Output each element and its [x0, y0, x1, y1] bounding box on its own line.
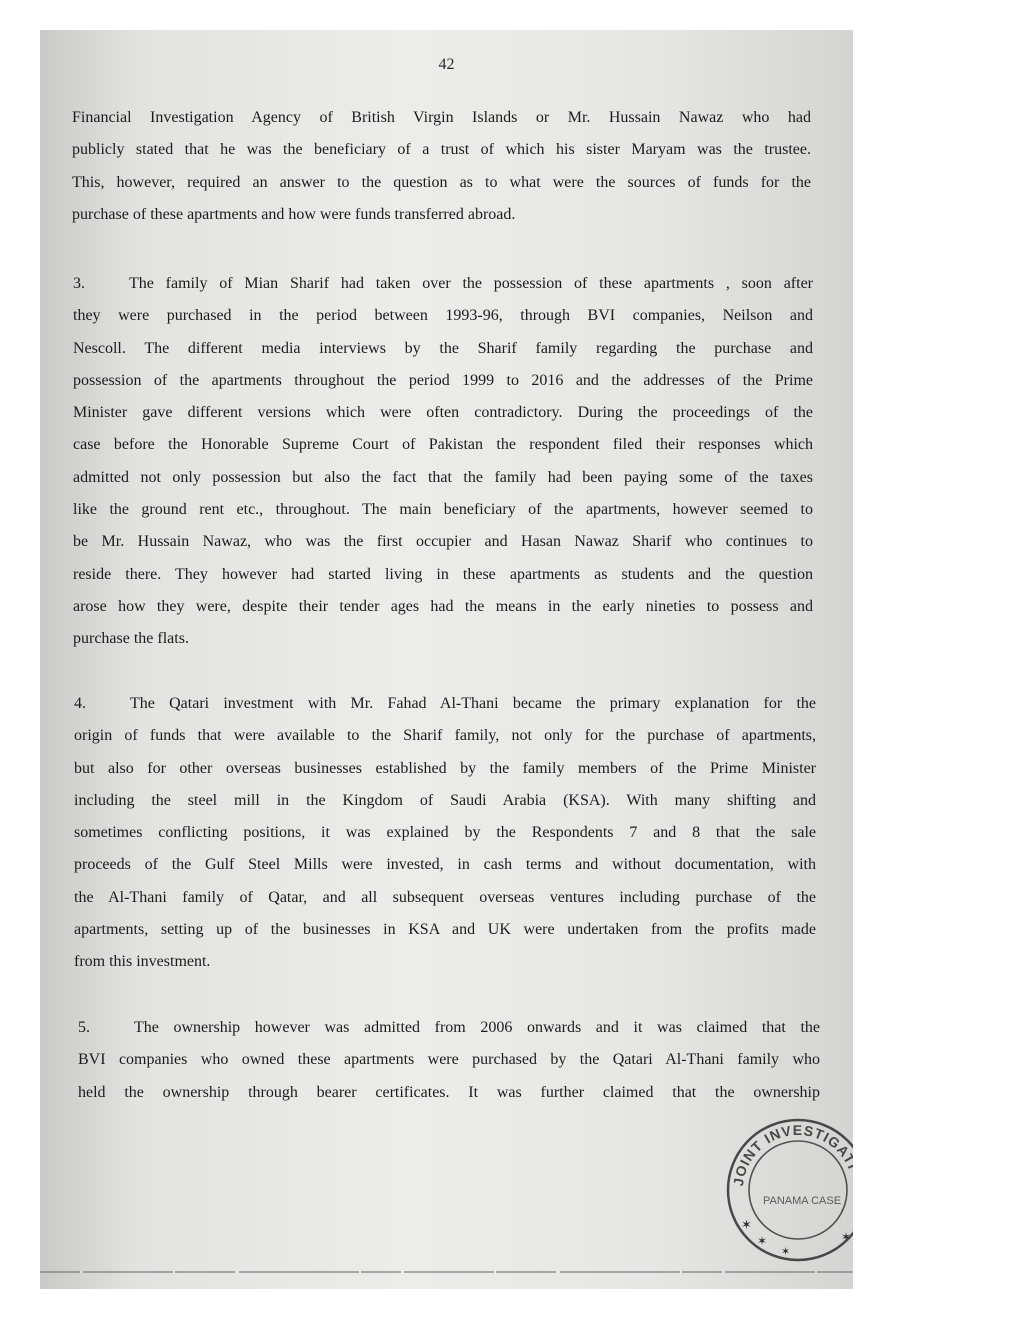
star-icon: ✶	[741, 1218, 752, 1233]
stamp-inner-text: PANAMA CASE	[763, 1195, 842, 1207]
text-line: This, however, required an answer to the question as to what were the sources of funds for the	[72, 173, 811, 191]
text-line: BVI companies who owned these apartments were purchased by the Qatari Al-Thani family who	[78, 1051, 820, 1069]
text-line: be Mr. Hussain Nawaz, who was the first occupier and Hasan Nawaz Sharif who continues to	[73, 533, 813, 551]
text-line: The family of Mian Sharif had taken over the possession of these apartments , soon after	[129, 275, 813, 292]
text-line: origin of funds that were available to the Sharif family, not only for the purchase of apartments,	[74, 727, 816, 745]
text-line: they were purchased in the period between 1993-96, through BVI companies, Neilson and	[73, 307, 813, 325]
paragraph-3	[73, 268, 813, 656]
text-line: possession of the apartments throughout the period 1999 to 2016 and the addresses of the Prime	[73, 371, 813, 389]
text-line: The ownership however was admitted from 2006 onwards and it was claimed that the	[134, 1019, 820, 1036]
star-icon: ✶	[757, 1234, 768, 1248]
text-line: sometimes conflicting positions, it was explained by the Respondents 7 and 8 that the sale	[74, 824, 816, 842]
paragraph-5	[78, 1012, 820, 1109]
text-line: like the ground rent etc., throughout. The main beneficiary of the apartments, however seemed to	[73, 501, 813, 519]
paragraph-number: 5.	[78, 1019, 90, 1036]
text-line: Financial Investigation Agency of British Virgin Islands or Mr. Hussain Nawaz who had	[72, 109, 811, 126]
paragraph-number: 4.	[74, 695, 86, 712]
scanned-page	[40, 30, 862, 1289]
stamp-top-text: JOINT INVESTIGATI	[730, 1122, 862, 1188]
text-line: proceeds of the Gulf Steel Mills were invested, in cash terms and without documentation, with	[74, 856, 816, 874]
text-line: the Al-Thani family of Qatar, and all subsequent overseas ventures including purchase of the	[74, 888, 816, 906]
text-line: apartments, setting up of the businesses in KSA and UK were undertaken from the profits made	[74, 921, 816, 939]
text-line: held the ownership through bearer certificates. It was further claimed that the ownership	[78, 1083, 820, 1101]
text-line: from this investment.	[74, 953, 211, 971]
text-line: arose how they were, despite their tender ages had the means in the early nineties to possess and	[73, 597, 813, 615]
text-line: publicly stated that he was the beneficiary of a trust of which his sister Maryam was the trustee.	[72, 141, 811, 159]
text-line: case before the Honorable Supreme Court of Pakistan the respondent filed their responses which	[73, 436, 813, 454]
official-stamp	[723, 1115, 862, 1265]
bottom-rule	[40, 1270, 853, 1274]
paragraph-4	[74, 688, 816, 979]
text-line: including the steel mill in the Kingdom of Saudi Arabia (KSA). With many shifting and	[74, 791, 816, 809]
text-line: but also for other overseas businesses established by the family members of the Prime Minister	[74, 759, 816, 777]
text-line: purchase the flats.	[73, 630, 189, 648]
star-icon: ✶	[841, 1230, 852, 1244]
text-line: Minister gave different versions which were often contradictory. During the proceedings of the	[73, 404, 813, 422]
paragraph-number: 3.	[73, 275, 85, 292]
text-line: The Qatari investment with Mr. Fahad Al-Thani became the primary explanation for the	[130, 695, 816, 712]
star-icon: ✶	[781, 1245, 791, 1258]
page-number: 42	[438, 56, 455, 73]
text-line: Nescoll. The different media interviews by the Sharif family regarding the purchase and	[73, 339, 813, 357]
paragraph-continued	[72, 102, 811, 231]
text-line: admitted not only possession but also the fact that the family had been paying some of the taxes	[73, 468, 813, 486]
text-line: reside there. They however had started living in these apartments as students and the question	[73, 565, 813, 583]
text-line: purchase of these apartments and how were funds transferred abroad.	[72, 205, 516, 223]
